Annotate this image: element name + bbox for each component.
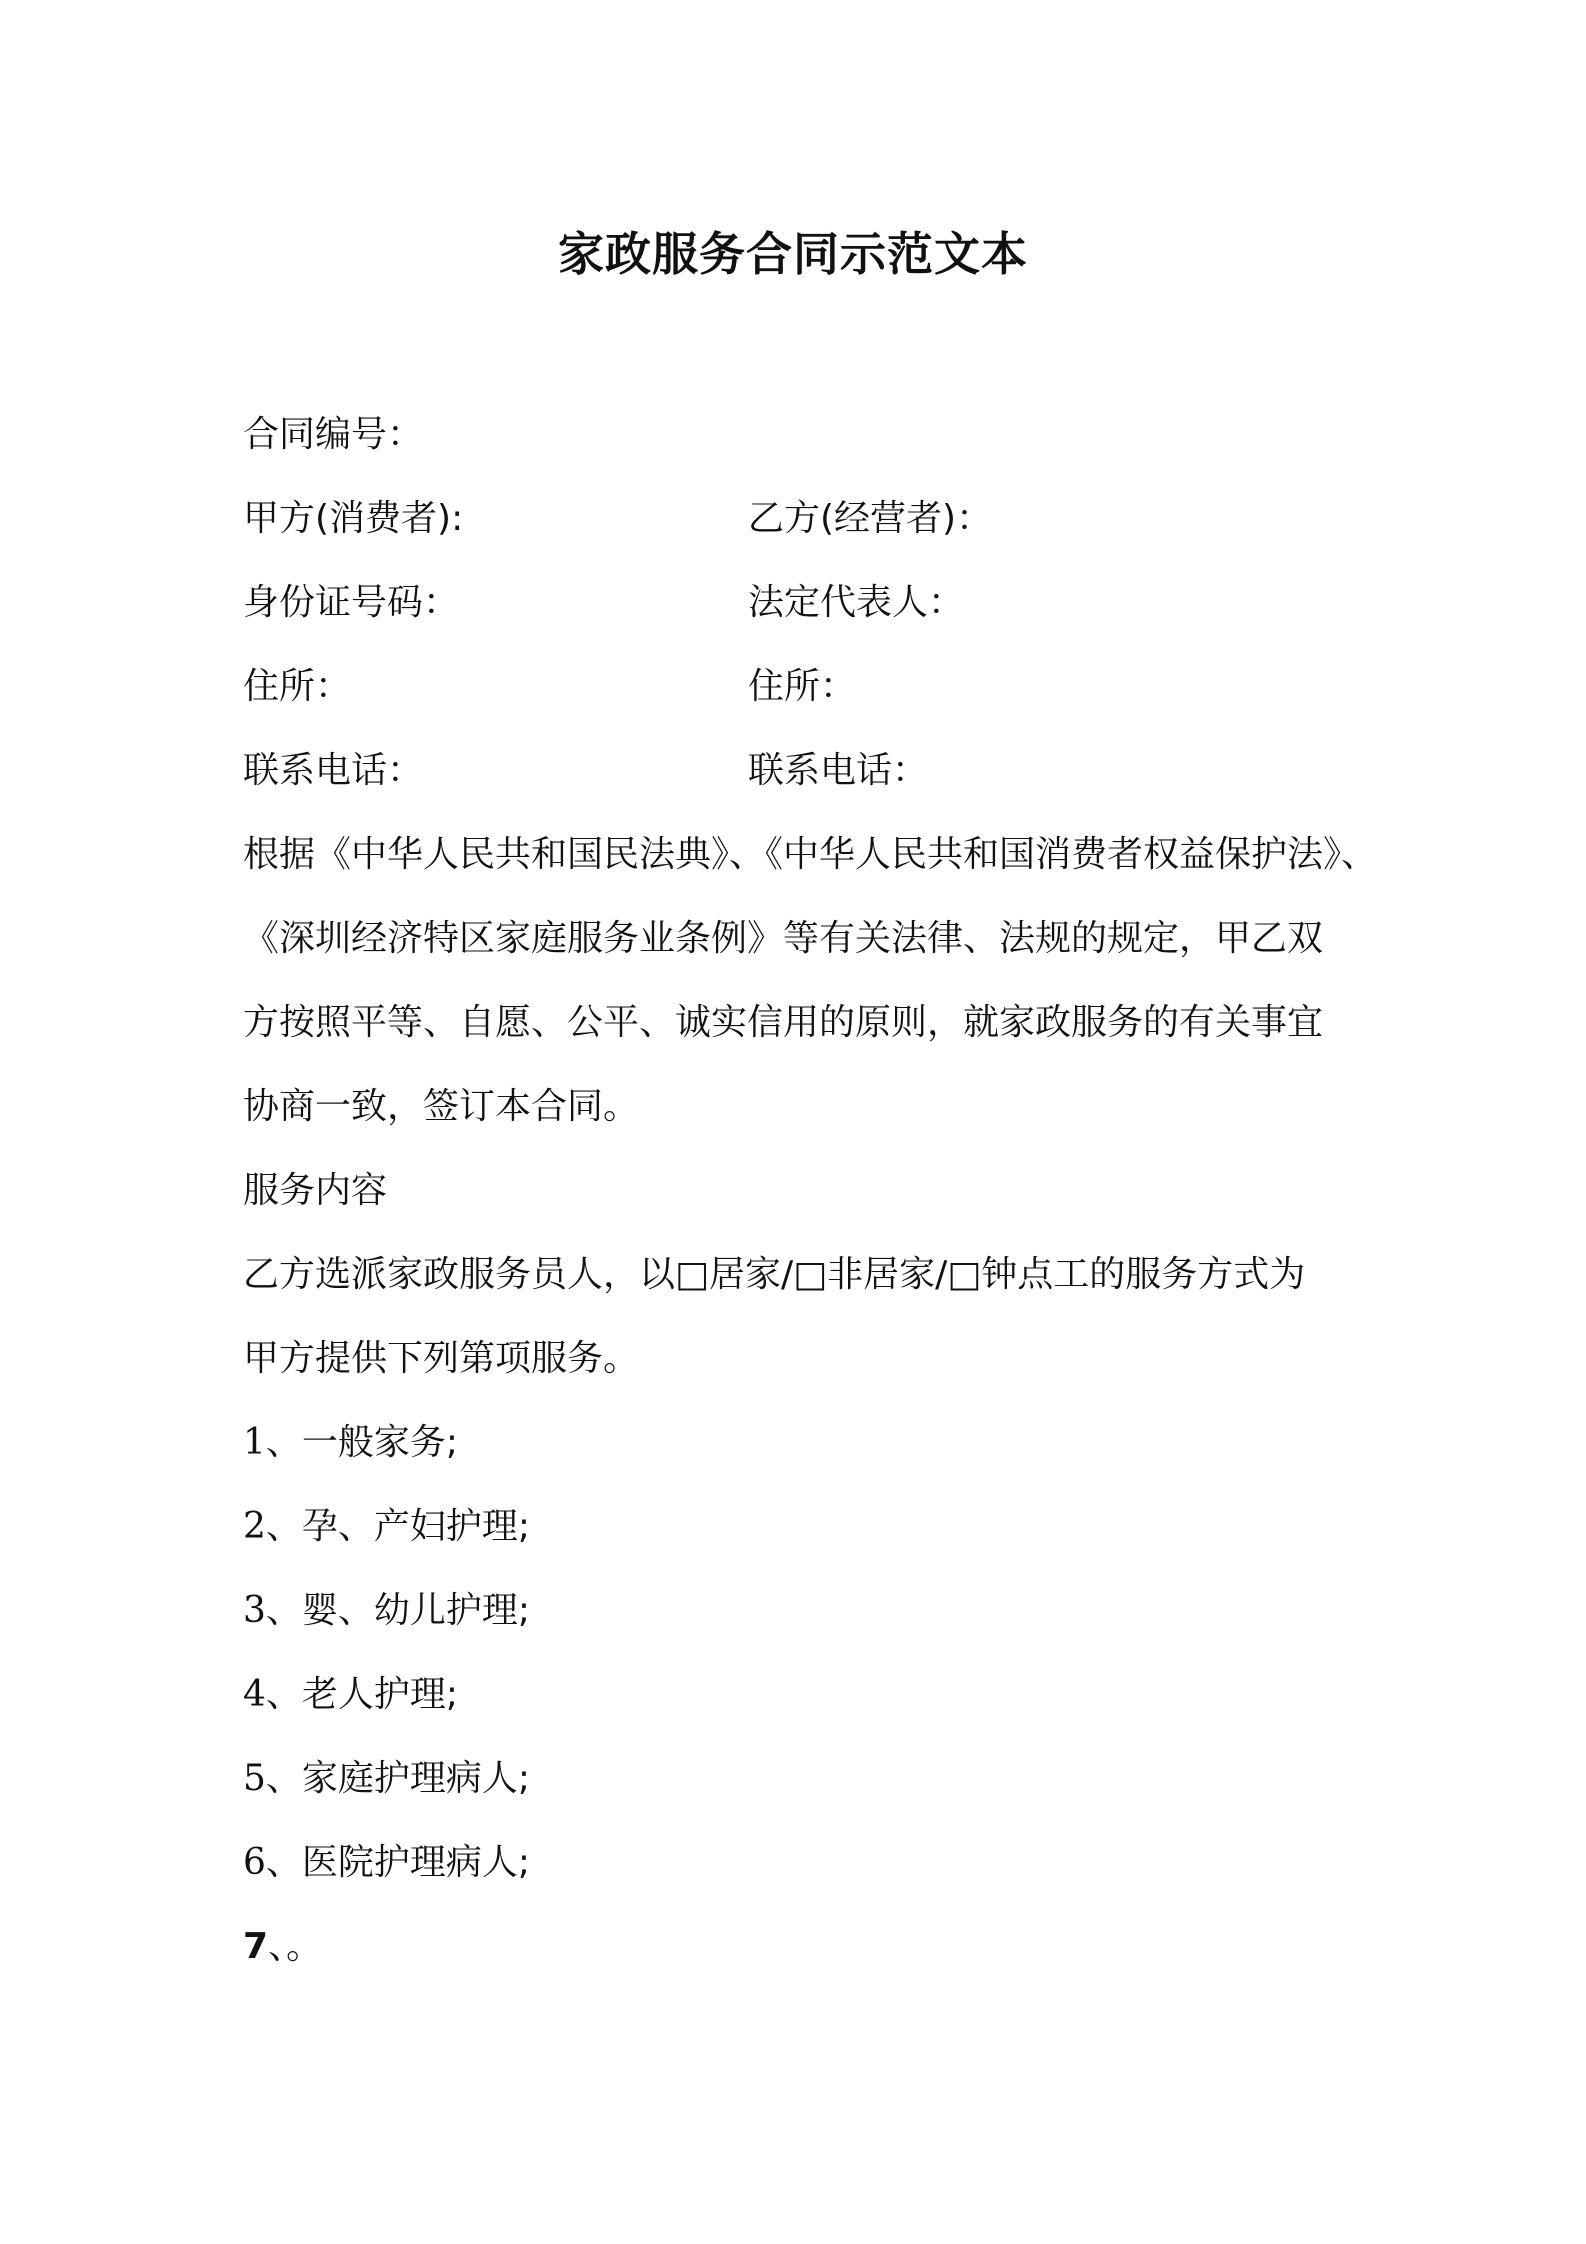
list-item-number: 6 — [243, 1842, 266, 1883]
contract-number-label: 合同编号： — [243, 414, 424, 455]
list-item-text: 、老人护理; — [265, 1674, 459, 1715]
party-a-phone-label: 联系电话： — [243, 750, 424, 791]
list-item-text: 、家庭护理病人; — [265, 1758, 531, 1799]
preamble-line: 协商一致，签订本合同。 — [243, 1086, 640, 1127]
party-b-legal-rep-label: 法定代表人： — [748, 582, 965, 623]
document-title: 家政服务合同示范文本 — [558, 227, 1028, 281]
list-item — [243, 1839, 530, 1887]
list-item — [243, 1419, 458, 1467]
list-item-number: 2 — [243, 1506, 266, 1547]
list-item-number: 1 — [243, 1422, 266, 1463]
party-a-id-label: 身份证号码： — [243, 582, 460, 623]
list-item-text: 、孕、产妇护理; — [265, 1506, 531, 1547]
list-item-text: 、婴、幼儿护理; — [265, 1590, 531, 1631]
list-item — [243, 1671, 458, 1719]
party-b-address-label: 住所： — [748, 666, 857, 707]
list-item-number: 3 — [243, 1590, 266, 1631]
list-item-text: 、一般家务; — [265, 1422, 459, 1463]
party-b-label: 乙方(经营者)： — [748, 498, 993, 539]
preamble-line: 《深圳经济特区家庭服务业条例》等有关法律、法规的规定，甲乙双 — [243, 918, 1324, 959]
list-item-text: 、医院护理病人; — [265, 1842, 531, 1883]
preamble-line: 方按照平等、自愿、公平、诚实信用的原则，就家政服务的有关事宜 — [243, 1002, 1324, 1043]
service-intro-line: 甲方提供下列第项服务。 — [243, 1338, 640, 1379]
list-item — [243, 1923, 322, 1971]
service-intro-line: 乙方选派家政服务员人，以□居家/□非居家/□钟点工的服务方式为 — [243, 1254, 1306, 1295]
list-item-number: 7 — [243, 1926, 269, 1967]
list-item-number: 5 — [243, 1758, 266, 1799]
section-heading: 服务内容 — [243, 1170, 388, 1211]
list-item — [243, 1755, 530, 1803]
list-item-text: 、。 — [268, 1926, 323, 1967]
preamble-line: 根据《中华人民共和国民法典》、《中华人民共和国消费者权益保护法》、 — [243, 834, 1378, 875]
list-item — [243, 1587, 530, 1635]
list-item — [243, 1503, 530, 1551]
party-a-label: 甲方(消费者): — [243, 498, 464, 539]
party-a-address-label: 住所： — [243, 666, 352, 707]
party-b-phone-label: 联系电话： — [748, 750, 929, 791]
list-item-number: 4 — [243, 1674, 266, 1715]
